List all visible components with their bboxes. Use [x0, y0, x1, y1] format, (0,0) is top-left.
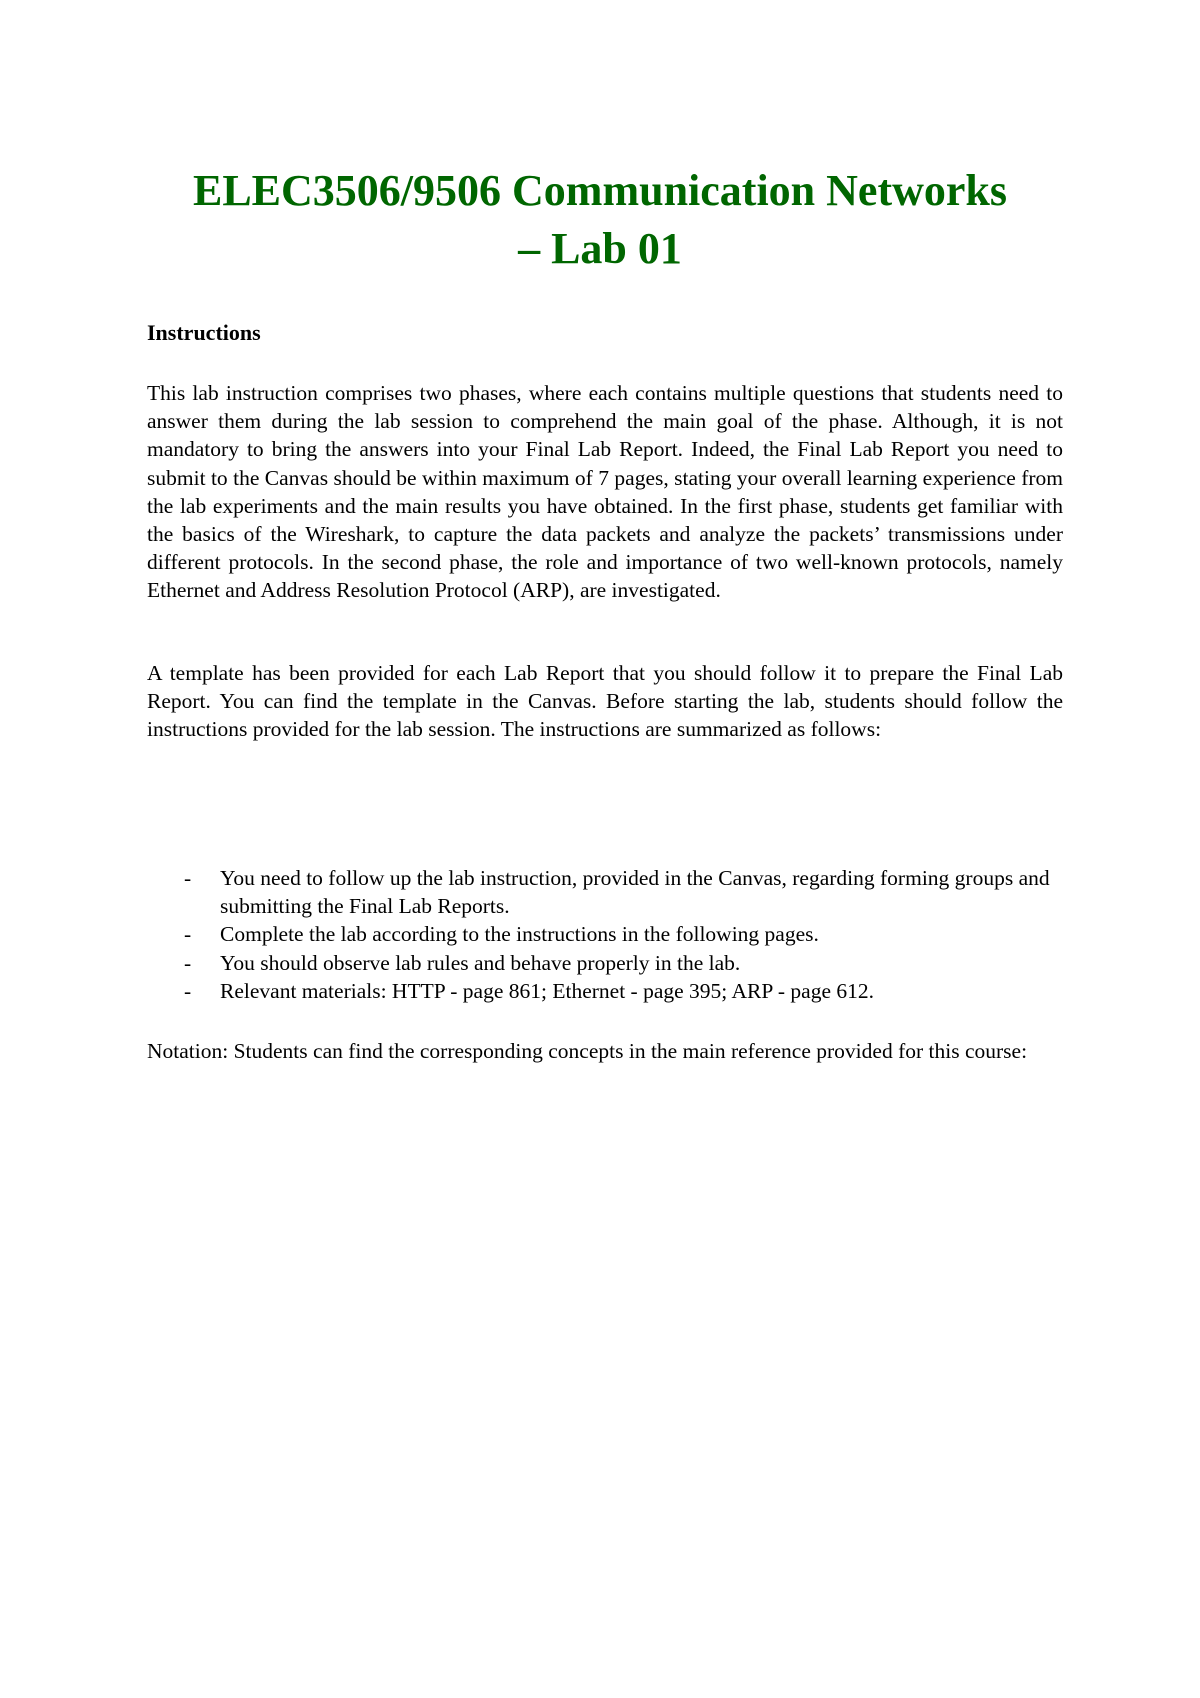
bullet-dash: -: [184, 866, 192, 890]
list-item-text: Complete the lab according to the instructions in the following pages.: [220, 922, 819, 947]
list-item: [147, 920, 1063, 948]
document-title: [100, 162, 1100, 278]
title-line-1: ELEC3506/9506 Communication Networks: [192, 166, 1008, 215]
intro-paragraph: This lab instruction comprises two phases, where each contains multiple questions that students need to answer them during the lab session to comprehend the main goal of the phase. Although, it is not mandatory to bring the answers into your Final Lab Report. Indeed, the Final Lab Report you need to submit to the Canvas should be within maximum of 7 pages, stating your overall learning experience from the lab experiments and the main results you have obtained. In the first phase, students get familiar with the basics of the Wireshark, to capture the data packets and analyze the packets’ transmissions under different protocols. In the second phase, the role and importance of two well-known protocols, namely Ethernet and Address Resolution Protocol (ARP), are investigated.: [147, 381, 1063, 603]
template-paragraph: A template has been provided for each Lab Report that you should follow it to prepare the Final Lab Report. You can find the template in the Canvas. Before starting the lab, students should follow the instructions provided for the lab session. The instructions are summarized as follows:: [147, 661, 1063, 742]
title-line-2: – Lab 01: [518, 224, 682, 273]
instructions-heading: Instructions: [147, 320, 261, 345]
list-item-text: You should observe lab rules and behave properly in the lab.: [220, 950, 741, 975]
list-item: [147, 977, 1063, 1005]
list-item: [147, 864, 1063, 920]
list-item: [147, 949, 1063, 977]
bullet-dash: -: [184, 922, 192, 947]
list-item-text: Relevant materials: HTTP - page 861; Ethernet - page 395; ARP - page 612.: [220, 978, 874, 1003]
instruction-list: [147, 864, 1063, 1005]
bullet-dash: -: [184, 950, 192, 975]
notation-paragraph: Notation: Students can find the corresponding concepts in the main reference provided for this course:: [147, 1039, 1028, 1063]
list-item-text: You need to follow up the lab instruction, provided in the Canvas, regarding forming groups and submitting the Final Lab Reports.: [220, 866, 1050, 919]
bullet-dash: -: [184, 978, 192, 1003]
